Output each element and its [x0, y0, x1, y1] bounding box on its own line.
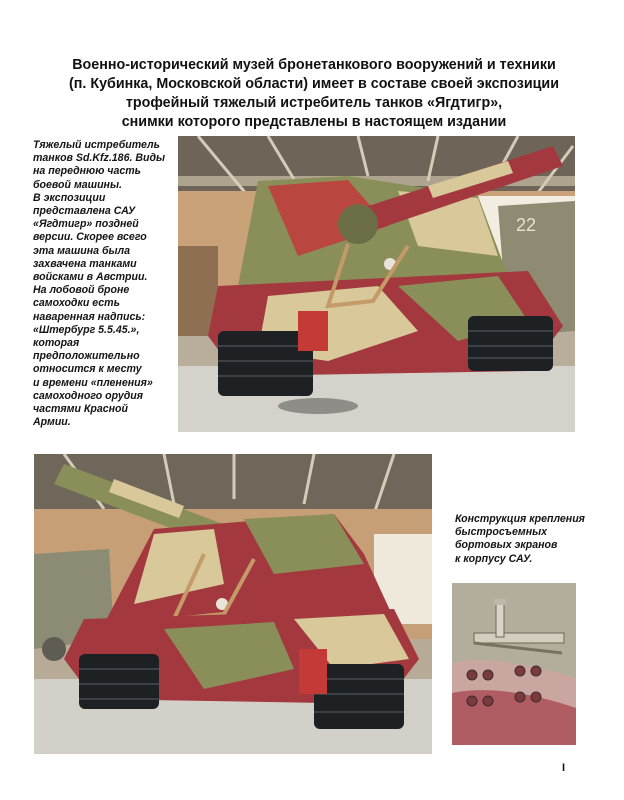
- caption-line: версии. Скорее всего: [33, 231, 147, 244]
- caption-line: к корпусу САУ.: [455, 552, 533, 565]
- intro-line: (п. Кубинка, Московской области) имеет в составе своей экспозиции: [69, 76, 559, 92]
- caption-line: представлена САУ: [33, 205, 136, 218]
- jagdtiger-front-view-photo: [178, 136, 575, 432]
- caption-line: наваренная надпись:: [33, 310, 146, 323]
- caption-line: эта машина была: [33, 244, 131, 257]
- side-skirt-mount-detail-photo: [452, 583, 576, 745]
- caption-line: предположительно: [33, 350, 140, 363]
- caption-line: частями Красной: [33, 403, 128, 416]
- caption-line: Армии.: [33, 416, 71, 429]
- caption-line: танков Sd.Kfz.186. Виды: [33, 152, 166, 165]
- caption-line: «Ягдтигр» поздней: [33, 218, 139, 231]
- caption-line: Тяжелый истребитель: [33, 139, 160, 151]
- caption-line: захвачена танками: [33, 257, 137, 270]
- caption-line: войсками в Австрии.: [33, 271, 148, 284]
- jagdtiger-front-left-view-photo: [34, 454, 432, 754]
- intro-heading: [44, 56, 584, 132]
- svg-text:22: 22: [516, 215, 537, 235]
- intro-line: трофейный тяжелый истребитель танков «Ягдтигр»,: [125, 95, 503, 111]
- caption-front-view: [33, 139, 165, 429]
- caption-line: самоходного орудия: [33, 389, 143, 402]
- caption-detail: [455, 513, 585, 566]
- caption-line: бортовых экранов: [455, 539, 558, 552]
- caption-line: относится к месту: [33, 363, 142, 376]
- caption-line: которая: [33, 337, 80, 350]
- page-number: I: [562, 762, 566, 774]
- caption-line: на переднюю часть: [33, 165, 141, 178]
- caption-line: Конструкция крепления: [455, 513, 585, 525]
- caption-line: и времени «пленения»: [33, 376, 153, 389]
- caption-line: В экспозиции: [33, 191, 106, 204]
- caption-line: «Штербург 5.5.45.»,: [33, 323, 140, 336]
- caption-line: самоходки есть: [33, 297, 120, 310]
- caption-line: На лобовой броне: [33, 284, 130, 297]
- caption-line: боевой машины.: [33, 178, 122, 191]
- intro-line: снимки которого представлены в настоящем издании: [121, 114, 507, 130]
- caption-line: быстросъемных: [455, 526, 548, 539]
- intro-line: Военно-исторический музей бронетанкового вооружений и техники: [72, 57, 556, 73]
